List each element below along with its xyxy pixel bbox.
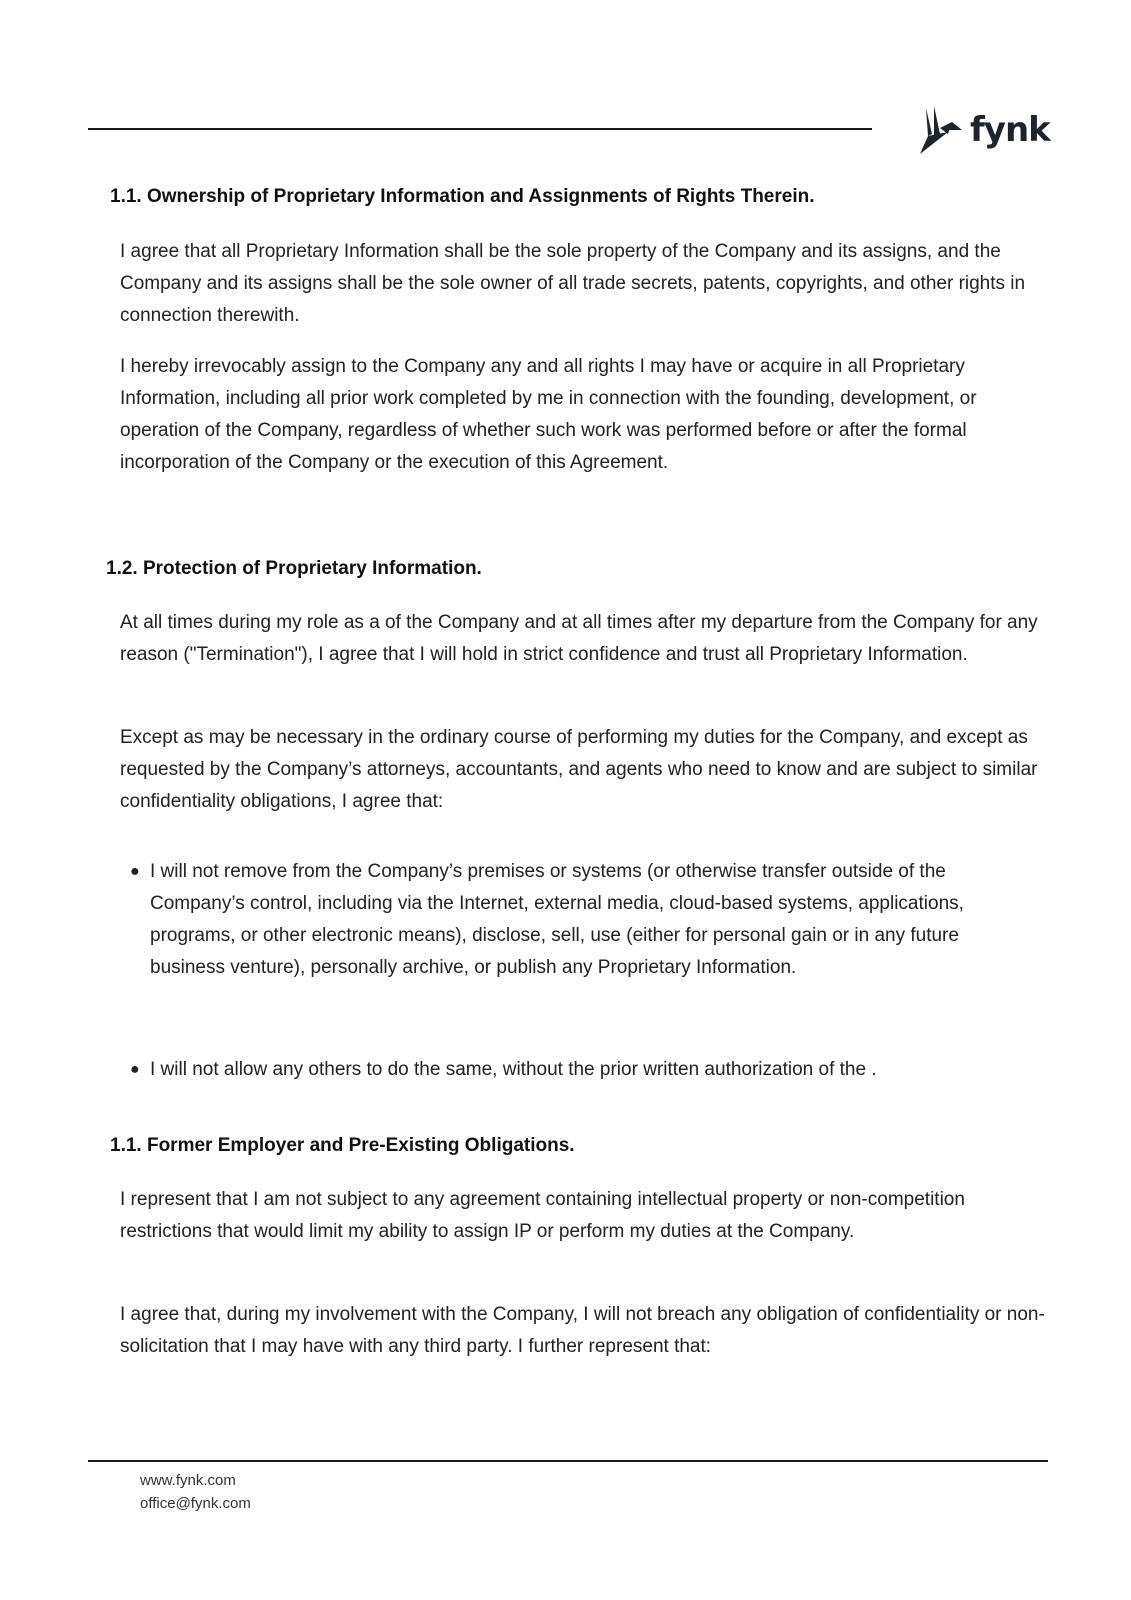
paragraph: I agree that all Proprietary Information shall be the sole property of the Company and its assigns, and the Company and its assigns shall be the sole owner of all trade secrets, patents, copyrights, and other rights in connection therewith. xyxy=(120,241,1026,326)
footer-email: office@fynk.com xyxy=(140,1495,251,1512)
paragraph: I represent that I am not subject to any agreement containing intellectual property or non-competition restrictions that would limit my ability to assign IP or perform my duties at the Company. xyxy=(120,1189,965,1242)
paragraph: At all times during my role as a of the Company and at all times after my departure from the Company for any reason ("Termination"), I agree that I will hold in strict confidence and trust all Proprietary Information. xyxy=(120,612,1038,665)
logo-wordmark: fynk xyxy=(970,110,1050,150)
footer-rule xyxy=(88,1460,1048,1462)
list-item xyxy=(130,1054,1030,1086)
section-heading-former-employer: 1.1. Former Employer and Pre-Existing Obligations. xyxy=(110,1135,575,1156)
list-item-text: I will not allow any others to do the same, without the prior written authorization of the . xyxy=(150,1059,877,1080)
paragraph: I agree that, during my involvement with the Company, I will not breach any obligation of confidentiality or non-solicitation that I may have with any third party. I further represent that: xyxy=(120,1304,1045,1357)
list-item xyxy=(130,856,1030,984)
bullet-icon: ● xyxy=(130,1061,140,1078)
header-rule xyxy=(88,128,872,130)
section-heading-protection: 1.2. Protection of Proprietary Information. xyxy=(106,558,482,579)
bullet-icon: ● xyxy=(130,863,140,880)
paragraph: Except as may be necessary in the ordinary course of performing my duties for the Company, and except as requested by the Company’s attorneys, accountants, and agents who need to know and are subject to similar confidentiality obligations, I agree that: xyxy=(120,727,1038,812)
footer-website: www.fynk.com xyxy=(140,1472,236,1489)
fynk-logo xyxy=(918,104,1050,156)
bird-logo-icon xyxy=(918,104,968,156)
section-heading-ownership: 1.1. Ownership of Proprietary Information and Assignments of Rights Therein. xyxy=(110,186,815,207)
paragraph: I hereby irrevocably assign to the Company any and all rights I may have or acquire in all Proprietary Information, including all prior work completed by me in connection with the founding, development, or operation of the Company, regardless of whether such work was performed before or after the formal incorporation of the Company or the execution of this Agreement. xyxy=(120,356,977,473)
list-item-text: I will not remove from the Company’s premises or systems (or otherwise transfer outside of the Company’s control, including via the Internet, external media, cloud-based systems, applications, programs, or other electronic means), disclose, sell, use (either for personal gain or in any future business venture), personally archive, or publish any Proprietary Information. xyxy=(150,861,964,978)
